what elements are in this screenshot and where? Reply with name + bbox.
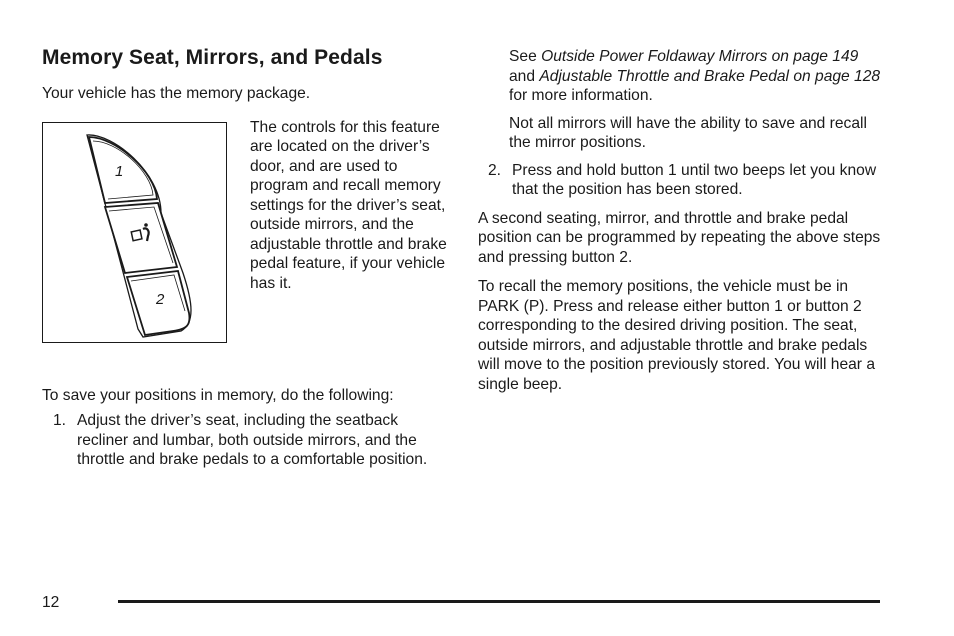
step-text: Press and hold button 1 until two beeps let you know that the position has been stored. <box>512 161 877 198</box>
page-heading: Memory Seat, Mirrors, and Pedals <box>42 46 383 69</box>
memory-control-panel-drawing <box>43 123 228 344</box>
step-number: 2. <box>488 161 502 179</box>
ref-adjustable-pedal: Adjustable Throttle and Brake Pedal on page 128 <box>539 67 881 85</box>
figure-block <box>42 118 452 346</box>
save-intro-text: To save your positions in memory, do the following: <box>42 386 394 404</box>
see-reference-note: See Outside Power Foldaway Mirrors on page 149 and Adjustable Throttle and Brake Pedal on page 128 for more information. <box>509 48 881 104</box>
step-1 <box>42 411 452 470</box>
right-column <box>478 47 883 394</box>
left-column <box>42 44 452 470</box>
recall-text: To recall the memory positions, the vehicle must be in PARK (P). Press and release either button 1 or button 2 corresponding to the desired driving position. The seat, outside mirrors, and adjustable throttle and brake pedals will move to the position previously stored. You will hear a single beep. <box>478 278 875 393</box>
intro-text: Your vehicle has the memory package. <box>42 85 311 102</box>
mirror-note: Not all mirrors will have the ability to save and recall the mirror positions. <box>509 114 867 151</box>
ref-outside-mirrors: Outside Power Foldaway Mirrors on page 149 <box>541 48 859 65</box>
second-setting-text: A second seating, mirror, and throttle and brake pedal position can be programmed by repeating the above steps and pressing button 2. <box>478 209 881 266</box>
step-2 <box>478 161 883 200</box>
step-text: Adjust the driver’s seat, including the seatback recliner and lumbar, both outside mirrors, and the throttle and brake pedals to a comfortable position. <box>77 412 428 468</box>
button-1-label: 1 <box>115 162 124 180</box>
page-number: 12 <box>42 594 60 611</box>
step-number: 1. <box>53 412 67 429</box>
memory-buttons-illustration <box>42 122 227 343</box>
footer-rule <box>118 600 880 603</box>
figure-caption: The controls for this feature are located on the driver’s door, and are used to program and recall memory settings for the driver’s seat, outside mirrors, and the adjustable throttle and brake pedal feature, if your vehicle has it. <box>250 118 447 292</box>
button-2-label: 2 <box>156 290 165 308</box>
